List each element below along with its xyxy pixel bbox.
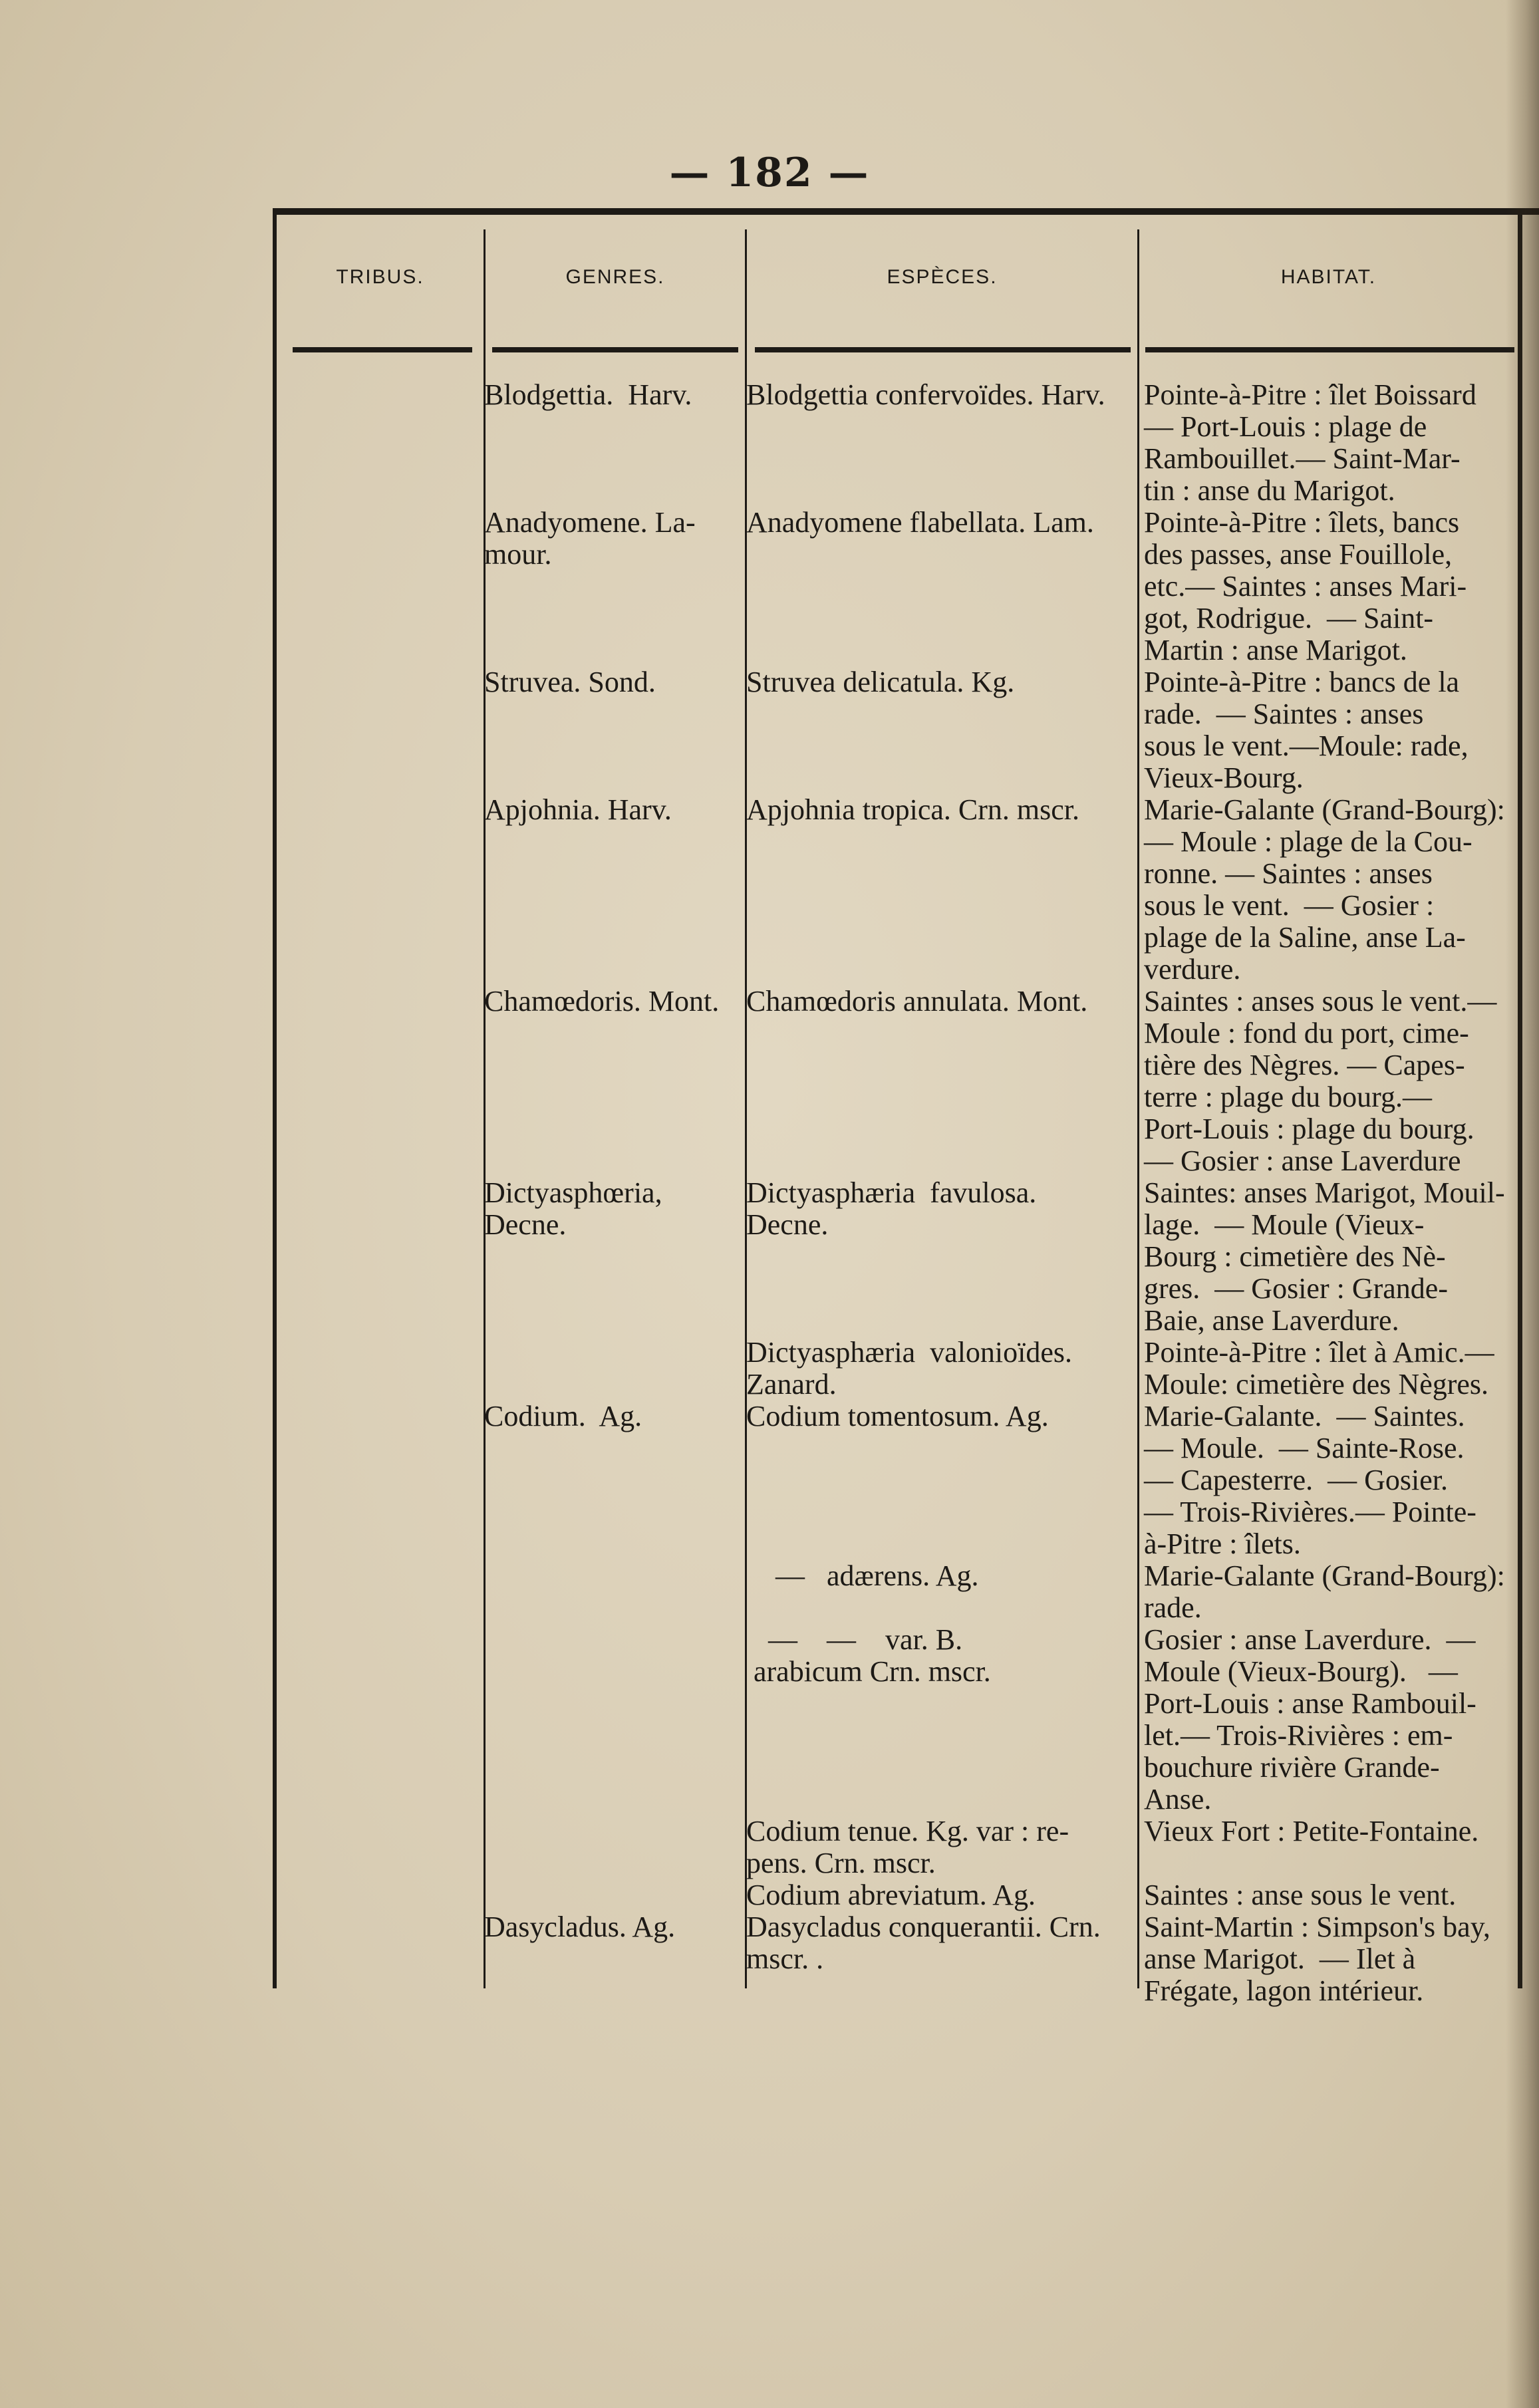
- table-cell-hab-15: — Moule : plage de la Cou-: [1144, 825, 1472, 858]
- header-rule-especes: [755, 347, 1131, 352]
- table-cell-espece-codium-tenue-2: pens. Crn. mscr.: [746, 1847, 936, 1879]
- table-cell-hab-11: rade. — Saintes : anses: [1144, 698, 1424, 730]
- table-left-rule: [273, 208, 277, 1988]
- column-rule-especes-habitat: [1137, 229, 1139, 1988]
- table-cell-hab-36: — Trois-Rivières.— Pointe-: [1144, 1496, 1476, 1528]
- table-cell-hab-3: Rambouillet.— Saint-Mar-: [1144, 442, 1461, 475]
- table-cell-hab-49: anse Marigot. — Ilet à: [1144, 1942, 1416, 1975]
- table-cell-hab-50: Frégate, lagon intérieur.: [1144, 1974, 1424, 2007]
- table-cell-hab-44: bouchure rivière Grande-: [1144, 1751, 1440, 1784]
- table-cell-genre-struvea: Struvea. Sond.: [484, 666, 656, 698]
- table-cell-hab-25: — Gosier : anse Laverdure: [1144, 1144, 1461, 1177]
- table-cell-hab-10: Pointe-à-Pitre : bancs de la: [1144, 666, 1460, 698]
- table-cell-genre-apjohnia: Apjohnia. Harv.: [484, 793, 672, 826]
- table-cell-genre-chamoedoris: Chamœdoris. Mont.: [484, 985, 720, 1017]
- table-cell-espece-codium-tenue-1: Codium tenue. Kg. var : re-: [746, 1815, 1069, 1847]
- table-cell-hab-37: à-Pitre : îlets.: [1144, 1528, 1301, 1560]
- table-cell-hab-21: Moule : fond du port, cime-: [1144, 1017, 1469, 1049]
- table-cell-hab-32: Moule: cimetière des Nègres.: [1144, 1368, 1489, 1401]
- table-cell-hab-14: Marie-Galante (Grand-Bourg):: [1144, 793, 1505, 826]
- table-cell-espece-struvea: Struvea delicatula. Kg.: [746, 666, 1015, 698]
- table-cell-hab-2: — Port-Louis : plage de: [1144, 410, 1427, 443]
- header-rule-tribus: [293, 347, 472, 352]
- table-cell-hab-48: Saint-Martin : Simpson's bay,: [1144, 1911, 1490, 1943]
- table-cell-hab-33: Marie-Galante. — Saintes.: [1144, 1400, 1465, 1432]
- table-cell-espece-dictyaspheria-1: Dictyasphæria favulosa.: [746, 1176, 1037, 1209]
- column-header-habitat: HABITAT.: [1280, 266, 1377, 288]
- table-cell-hab-23: terre : plage du bourg.—: [1144, 1081, 1432, 1113]
- table-cell-espece-apjohnia: Apjohnia tropica. Crn. mscr.: [746, 793, 1080, 826]
- table-cell-hab-13: Vieux-Bourg.: [1144, 761, 1304, 794]
- table-cell-genre-anadyomene-1: Anadyomene. La-: [484, 506, 696, 539]
- table-cell-espece-valonioides-1: Dictyasphæria valonioïdes.: [746, 1336, 1073, 1369]
- table-cell-genre-anadyomene-2: mour.: [484, 538, 552, 571]
- table-cell-hab-18: plage de la Saline, anse La-: [1144, 921, 1466, 954]
- table-top-rule: [273, 208, 1539, 215]
- table-cell-hab-45: Anse.: [1144, 1783, 1212, 1815]
- table-cell-hab-47: Saintes : anse sous le vent.: [1144, 1879, 1457, 1911]
- table-cell-hab-19: verdure.: [1144, 953, 1241, 986]
- column-rule-genres-especes: [745, 229, 747, 1988]
- table-cell-hab-38: Marie-Galante (Grand-Bourg):: [1144, 1559, 1505, 1592]
- table-cell-hab-39: rade.: [1144, 1591, 1202, 1624]
- table-cell-genre-dasycladus: Dasycladus. Ag.: [484, 1911, 676, 1943]
- table-cell-hab-1: Pointe-à-Pitre : îlet Boissard: [1144, 378, 1476, 411]
- table-cell-hab-17: sous le vent. — Gosier :: [1144, 889, 1435, 922]
- table-cell-genre-dictyaspheria-2: Decne.: [484, 1208, 567, 1241]
- table-cell-espece-codium-tomentosum: Codium tomentosum. Ag.: [746, 1400, 1049, 1432]
- table-cell-genre-blodgettia: Blodgettia. Harv.: [484, 378, 692, 411]
- table-cell-hab-22: tière des Nègres. — Capes-: [1144, 1049, 1465, 1081]
- table-cell-hab-34: — Moule. — Sainte-Rose.: [1144, 1432, 1465, 1464]
- table-cell-hab-6: des passes, anse Fouillole,: [1144, 538, 1453, 571]
- column-header-genres: GENRES.: [565, 266, 665, 288]
- table-cell-hab-20: Saintes : anses sous le vent.—: [1144, 985, 1497, 1017]
- table-cell-espece-anadyomene: Anadyomene flabellata. Lam.: [746, 506, 1094, 539]
- table-cell-hab-41: Moule (Vieux-Bourg). —: [1144, 1655, 1458, 1688]
- table-cell-hab-30: Baie, anse Laverdure.: [1144, 1304, 1399, 1337]
- table-cell-espece-arabicum-1: — — var. B.: [746, 1623, 963, 1656]
- table-cell-hab-7: etc.— Saintes : anses Mari-: [1144, 570, 1467, 602]
- table-cell-hab-4: tin : anse du Marigot.: [1144, 474, 1395, 507]
- table-cell-espece-valonioides-2: Zanard.: [746, 1368, 837, 1401]
- table-cell-hab-40: Gosier : anse Laverdure. —: [1144, 1623, 1476, 1656]
- header-rule-habitat: [1145, 347, 1514, 352]
- table-cell-espece-dasycladus-1: Dasycladus conquerantii. Crn.: [746, 1911, 1101, 1943]
- table-cell-espece-arabicum-2: arabicum Crn. mscr.: [746, 1655, 991, 1688]
- page-number: — 182 —: [669, 150, 870, 196]
- table-cell-hab-43: let.— Trois-Rivières : em-: [1144, 1719, 1453, 1752]
- table-cell-hab-29: gres. — Gosier : Grande-: [1144, 1272, 1448, 1305]
- table-cell-espece-chamoedoris: Chamœdoris annulata. Mont.: [746, 985, 1088, 1017]
- table-cell-hab-26: Saintes: anses Marigot, Mouil-: [1144, 1176, 1505, 1209]
- page-edge-shadow: [1506, 0, 1539, 2408]
- column-header-especes: ESPÈCES.: [887, 266, 998, 288]
- column-header-tribus: TRIBUS.: [336, 266, 424, 288]
- table-cell-hab-9: Martin : anse Marigot.: [1144, 634, 1407, 666]
- table-cell-hab-12: sous le vent.—Moule: rade,: [1144, 730, 1469, 762]
- table-cell-hab-27: lage. — Moule (Vieux-: [1144, 1208, 1425, 1241]
- table-cell-hab-35: — Capesterre. — Gosier.: [1144, 1464, 1448, 1496]
- table-cell-genre-dictyaspheria-1: Dictyasphœria,: [484, 1176, 662, 1209]
- table-cell-espece-codium-abreviatum: Codium abreviatum. Ag.: [746, 1879, 1036, 1911]
- table-cell-hab-46: Vieux Fort : Petite-Fontaine.: [1144, 1815, 1479, 1847]
- table-cell-hab-8: got, Rodrigue. — Saint-: [1144, 602, 1434, 634]
- table-cell-espece-dictyaspheria-2: Decne.: [746, 1208, 829, 1241]
- table-cell-hab-16: ronne. — Saintes : anses: [1144, 857, 1433, 890]
- table-cell-genre-codium: Codium. Ag.: [484, 1400, 642, 1432]
- table-cell-espece-blodgettia: Blodgettia confervoïdes. Harv.: [746, 378, 1105, 411]
- table-cell-hab-31: Pointe-à-Pitre : îlet à Amic.—: [1144, 1336, 1494, 1369]
- table-cell-hab-42: Port-Louis : anse Rambouil-: [1144, 1687, 1476, 1720]
- table-cell-hab-5: Pointe-à-Pitre : îlets, bancs: [1144, 506, 1460, 539]
- column-rule-tribus-genres: [484, 229, 486, 1988]
- table-cell-espece-adaerens: — adærens. Ag.: [746, 1559, 979, 1592]
- table-cell-hab-28: Bourg : cimetière des Nè-: [1144, 1240, 1446, 1273]
- header-rule-genres: [492, 347, 738, 352]
- table-cell-hab-24: Port-Louis : plage du bourg.: [1144, 1113, 1474, 1145]
- table-cell-espece-dasycladus-2: mscr. .: [746, 1942, 824, 1975]
